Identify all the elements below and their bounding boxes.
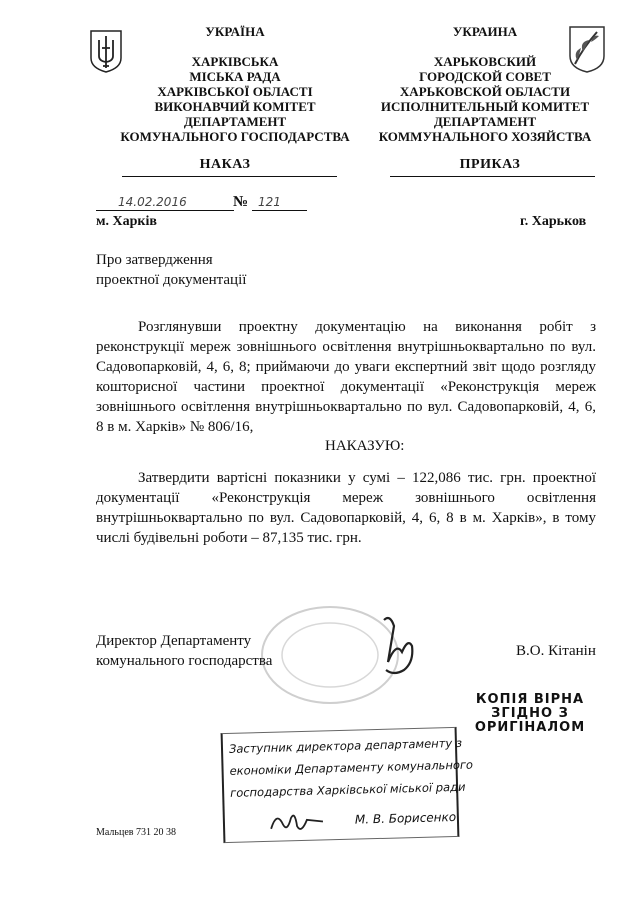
issuer-line: ХАРЬКОВСКИЙ — [433, 54, 537, 69]
doc-type-ru-underline — [390, 176, 595, 177]
doc-type-ua: НАКАЗ — [199, 157, 251, 172]
number-underline — [252, 210, 307, 211]
certify-stamp-line: економіки Департаменту комунального — [229, 757, 474, 778]
issuer-line: КОМУНАЛЬНОГО ГОСПОДАРСТВА — [120, 129, 350, 144]
issuer-line: ГОРОДСКОЙ СОВЕТ — [419, 69, 551, 84]
issuer-line: ДЕПАРТАМЕНТ — [183, 114, 287, 129]
subject-line: Про затвердження — [96, 252, 213, 268]
certify-stamp-line: Заступник директора департаменту з — [228, 735, 463, 756]
body-paragraph: Розглянувши проектну документацію на виконання робіт з реконструкції мереж зовнішнього освітлення внутрішньоквартально по вул. Садовопарковій, 4, 6, 8; приймаючи до уваги експертний звіт щодо розгляду кошторисної частини проектної документації «Реконструкція мереж зовнішнього освітлення внутрішньоквартально по вул. Садовопарковій, 4, 6, 8 в м. Харків» № 806/16, — [96, 319, 596, 435]
certification-stamp — [221, 727, 474, 843]
signer-name: В.О. Кітанін — [516, 643, 596, 659]
issuer-line: КОММУНАЛЬНОГО ХОЗЯЙСТВА — [378, 129, 592, 144]
order-number: 121 — [258, 195, 281, 209]
issuer-line: ВИКОНАВЧИЙ КОМІТЕТ — [154, 99, 316, 114]
order-paragraph: Затвердити вартісні показники у сумі – 122,086 тис. грн. проектної документації «Реконструкція мереж зовнішнього освітлення внутрішньоквартально по вул. Садовопарковій, 4, 6, 8 в м. Харків», в тому числі будівельні роботи – 87,135 тис. грн. — [96, 470, 596, 546]
order-word: НАКАЗУЮ: — [325, 438, 405, 454]
subject-line: проектної документації — [96, 272, 247, 288]
doc-type-ua-underline — [122, 176, 337, 177]
issuer-line: ДЕПАРТАМЕНТ — [433, 114, 537, 129]
header-right — [365, 24, 605, 144]
city-ua: м. Харків — [96, 214, 157, 229]
header-left — [110, 24, 360, 144]
director-signature — [378, 612, 420, 682]
executor: Мальцев 731 20 38 — [96, 827, 176, 838]
date-underline — [96, 210, 234, 211]
copy-stamp-line: КОПІЯ ВІРНА — [475, 692, 585, 707]
certify-name: М. В. Борисенко — [354, 809, 457, 827]
issuer-line: ХАРЬКОВСКОЙ ОБЛАСТИ — [399, 84, 571, 99]
signer-position-line: комунального господарства — [96, 653, 273, 669]
certify-signature — [267, 805, 328, 837]
country-name-ua: УКРАЇНА — [205, 24, 265, 39]
number-label: № — [233, 194, 249, 210]
copy-stamp-line: ОРИГІНАЛОМ — [474, 720, 586, 735]
issuer-line: МІСЬКА РАДА — [189, 69, 281, 84]
order-date: 14.02.2016 — [118, 195, 187, 209]
city-ru: г. Харьков — [520, 214, 587, 229]
country-name-ru: УКРАИНА — [452, 24, 518, 39]
issuer-line: ИСПОЛНИТЕЛЬНЫЙ КОМИТЕТ — [380, 99, 590, 114]
issuer-line: ХАРКІВСЬКА — [191, 54, 279, 69]
signer-position — [96, 631, 272, 671]
copy-stamp — [470, 693, 590, 735]
doc-type-ru: ПРИКАЗ — [459, 157, 521, 172]
signer-position-line: Директор Департаменту — [96, 633, 252, 649]
issuer-line: ХАРКІВСЬКОЇ ОБЛАСТІ — [157, 84, 313, 99]
certify-stamp-line: господарства Харківської міської ради — [229, 779, 466, 800]
subject — [96, 250, 246, 290]
copy-stamp-line: ЗГІДНО З — [491, 706, 569, 721]
